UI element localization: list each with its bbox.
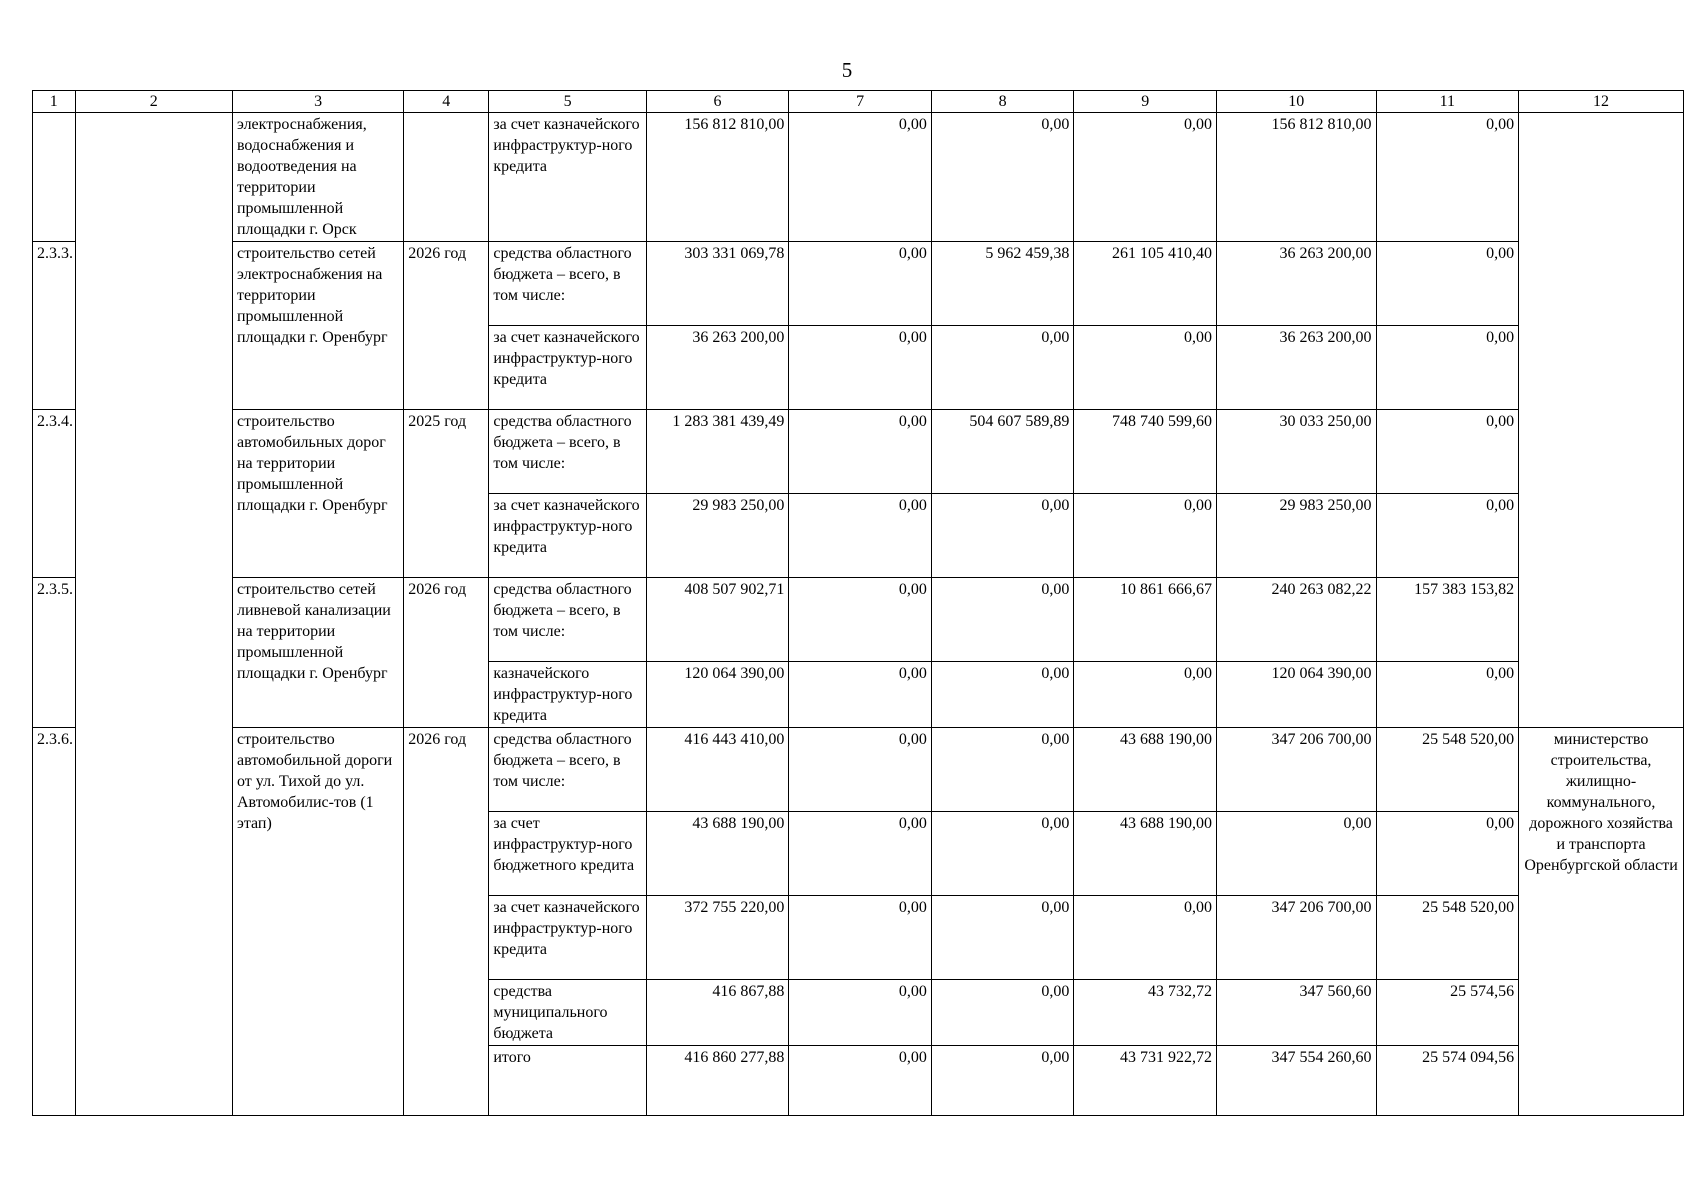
col2-empty xyxy=(75,113,232,1116)
value-cell: 303 331 069,78 xyxy=(646,242,789,326)
funding-source: за счет казначейского инфраструктур-ного кредита xyxy=(489,896,646,980)
funding-source: казначейского инфраструктур-ного кредита xyxy=(489,662,646,728)
value-cell: 347 206 700,00 xyxy=(1216,896,1376,980)
value-cell: 0,00 xyxy=(931,728,1074,812)
value-cell: 0,00 xyxy=(931,662,1074,728)
value-cell: 43 688 190,00 xyxy=(1074,728,1217,812)
col-header: 10 xyxy=(1216,91,1376,113)
value-cell: 0,00 xyxy=(931,494,1074,578)
value-cell: 0,00 xyxy=(789,326,932,410)
value-cell: 0,00 xyxy=(789,494,932,578)
funding-source: средства областного бюджета – всего, в том числе: xyxy=(489,578,646,662)
item-code: 2.3.3. xyxy=(33,242,76,410)
value-cell: 43 688 190,00 xyxy=(646,812,789,896)
value-cell: 10 861 666,67 xyxy=(1074,578,1217,662)
value-cell: 120 064 390,00 xyxy=(646,662,789,728)
table-row xyxy=(33,410,1684,494)
value-cell: 120 064 390,00 xyxy=(1216,662,1376,728)
value-cell: 0,00 xyxy=(931,1046,1074,1116)
value-cell: 0,00 xyxy=(1216,812,1376,896)
value-cell: 0,00 xyxy=(931,812,1074,896)
value-cell: 748 740 599,60 xyxy=(1074,410,1217,494)
value-cell: 416 860 277,88 xyxy=(646,1046,789,1116)
item-name: строительство автомобильных дорог на территории промышленной площадки г. Оренбург xyxy=(232,410,403,578)
value-cell: 0,00 xyxy=(1074,113,1217,242)
value-cell: 0,00 xyxy=(789,980,932,1046)
value-cell: 36 263 200,00 xyxy=(1216,242,1376,326)
value-cell: 0,00 xyxy=(1376,242,1519,326)
item-code: 2.3.6. xyxy=(33,728,76,1116)
value-cell: 156 812 810,00 xyxy=(646,113,789,242)
item-year: 2026 год xyxy=(404,578,489,728)
value-cell: 0,00 xyxy=(789,578,932,662)
value-cell: 0,00 xyxy=(789,113,932,242)
value-cell: 43 732,72 xyxy=(1074,980,1217,1046)
value-cell: 36 263 200,00 xyxy=(646,326,789,410)
item-year: 2025 год xyxy=(404,410,489,578)
value-cell: 43 731 922,72 xyxy=(1074,1046,1217,1116)
col-header: 11 xyxy=(1376,91,1519,113)
value-cell: 29 983 250,00 xyxy=(646,494,789,578)
item-year: 2026 год xyxy=(404,242,489,410)
table-row xyxy=(33,728,1684,812)
col-header: 5 xyxy=(489,91,646,113)
value-cell: 408 507 902,71 xyxy=(646,578,789,662)
header-row xyxy=(33,91,1684,113)
value-cell: 0,00 xyxy=(1074,896,1217,980)
value-cell: 0,00 xyxy=(789,242,932,326)
value-cell: 30 033 250,00 xyxy=(1216,410,1376,494)
col-header: 4 xyxy=(404,91,489,113)
item-year xyxy=(404,113,489,242)
item-code xyxy=(33,113,76,242)
funding-source: за счет казначейского инфраструктур-ного кредита xyxy=(489,494,646,578)
budget-table xyxy=(32,90,1684,1116)
funding-source: средства областного бюджета – всего, в том числе: xyxy=(489,728,646,812)
funding-source: итого xyxy=(489,1046,646,1116)
value-cell: 0,00 xyxy=(1376,494,1519,578)
col-header: 6 xyxy=(646,91,789,113)
value-cell: 504 607 589,89 xyxy=(931,410,1074,494)
table-row xyxy=(33,113,1684,242)
responsible-ministry: министерство строительства, жилищно-коммунального, дорожного хозяйства и транспорта Оренбургской области xyxy=(1519,728,1684,1116)
value-cell: 25 574 094,56 xyxy=(1376,1046,1519,1116)
col-header: 8 xyxy=(931,91,1074,113)
value-cell: 0,00 xyxy=(789,662,932,728)
value-cell: 29 983 250,00 xyxy=(1216,494,1376,578)
funding-source: за счет инфраструктур-ного бюджетного кредита xyxy=(489,812,646,896)
value-cell: 347 560,60 xyxy=(1216,980,1376,1046)
item-code: 2.3.4. xyxy=(33,410,76,578)
value-cell: 0,00 xyxy=(789,896,932,980)
col-header: 3 xyxy=(232,91,403,113)
value-cell: 0,00 xyxy=(931,578,1074,662)
value-cell: 156 812 810,00 xyxy=(1216,113,1376,242)
value-cell: 0,00 xyxy=(789,410,932,494)
col-header: 7 xyxy=(789,91,932,113)
value-cell: 261 105 410,40 xyxy=(1074,242,1217,326)
item-name: строительство сетей ливневой канализации на территории промышленной площадки г. Оренбург xyxy=(232,578,403,728)
col12-empty xyxy=(1519,113,1684,728)
table-row xyxy=(33,578,1684,662)
funding-source: средства областного бюджета – всего, в том числе: xyxy=(489,410,646,494)
value-cell: 0,00 xyxy=(931,113,1074,242)
table-row xyxy=(33,242,1684,326)
value-cell: 0,00 xyxy=(789,812,932,896)
value-cell: 0,00 xyxy=(1376,410,1519,494)
value-cell: 25 574,56 xyxy=(1376,980,1519,1046)
value-cell: 36 263 200,00 xyxy=(1216,326,1376,410)
value-cell: 0,00 xyxy=(931,896,1074,980)
funding-source: средства муниципального бюджета xyxy=(489,980,646,1046)
value-cell: 0,00 xyxy=(1376,113,1519,242)
value-cell: 0,00 xyxy=(1074,662,1217,728)
col-header: 9 xyxy=(1074,91,1217,113)
value-cell: 1 283 381 439,49 xyxy=(646,410,789,494)
item-year: 2026 год xyxy=(404,728,489,1116)
value-cell: 347 206 700,00 xyxy=(1216,728,1376,812)
value-cell: 0,00 xyxy=(1074,494,1217,578)
value-cell: 5 962 459,38 xyxy=(931,242,1074,326)
value-cell: 0,00 xyxy=(1376,662,1519,728)
item-name: строительство сетей электроснабжения на территории промышленной площадки г. Оренбург xyxy=(232,242,403,410)
item-name: электроснабжения, водоснабжения и водоотведения на территории промышленной площадки г. Орск xyxy=(232,113,403,242)
value-cell: 416 443 410,00 xyxy=(646,728,789,812)
value-cell: 25 548 520,00 xyxy=(1376,896,1519,980)
col-header: 2 xyxy=(75,91,232,113)
item-code: 2.3.5. xyxy=(33,578,76,728)
value-cell: 372 755 220,00 xyxy=(646,896,789,980)
value-cell: 0,00 xyxy=(789,728,932,812)
col-header: 1 xyxy=(33,91,76,113)
funding-source: за счет казначейского инфраструктур-ного кредита xyxy=(489,326,646,410)
value-cell: 0,00 xyxy=(1376,326,1519,410)
col-header: 12 xyxy=(1519,91,1684,113)
value-cell: 0,00 xyxy=(931,980,1074,1046)
value-cell: 347 554 260,60 xyxy=(1216,1046,1376,1116)
funding-source: за счет казначейского инфраструктур-ного кредита xyxy=(489,113,646,242)
value-cell: 25 548 520,00 xyxy=(1376,728,1519,812)
value-cell: 0,00 xyxy=(931,326,1074,410)
value-cell: 0,00 xyxy=(1376,812,1519,896)
value-cell: 416 867,88 xyxy=(646,980,789,1046)
value-cell: 0,00 xyxy=(1074,326,1217,410)
value-cell: 0,00 xyxy=(789,1046,932,1116)
value-cell: 157 383 153,82 xyxy=(1376,578,1519,662)
funding-source: средства областного бюджета – всего, в том числе: xyxy=(489,242,646,326)
page-number: 5 xyxy=(841,58,853,82)
value-cell: 43 688 190,00 xyxy=(1074,812,1217,896)
item-name: строительство автомобильной дороги от ул. Тихой до ул. Автомобилис-тов (1 этап) xyxy=(232,728,403,1116)
value-cell: 240 263 082,22 xyxy=(1216,578,1376,662)
